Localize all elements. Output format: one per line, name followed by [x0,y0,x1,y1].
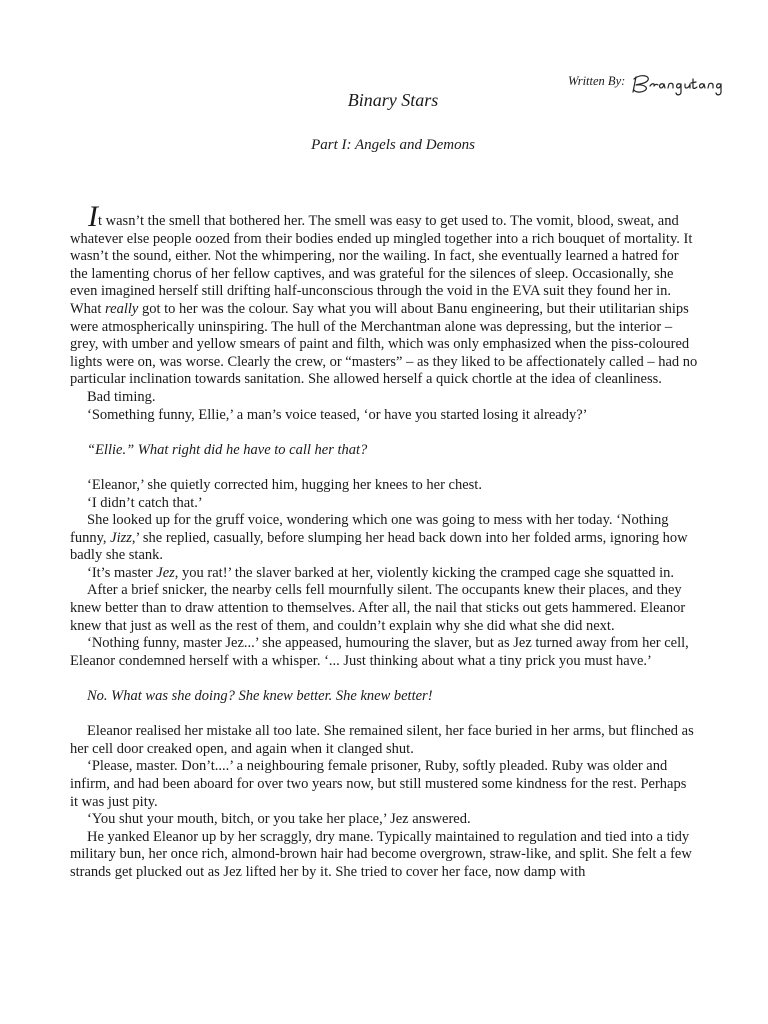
byline-label: Written By: [568,74,626,88]
paragraph: She looked up for the gruff voice, wondering which one was going to mess with her today. ‘Nothing funny, Jizz,’ she replied, casually, before slumping her head back down into her folded arms, ignoring how badly she stank. [70,512,688,564]
paragraph: ‘Please, master. Don’t....’ a neighbouring female prisoner, Ruby, softly pleaded. Ruby was older and infirm, and had been aboard for over two years now, but still mustered some kindness for the rest. Perhaps it was just pity. [70,758,687,810]
drop-cap: I [88,200,98,233]
paragraph: Eleanor realised her mistake all too late. She remained silent, her face buried in her arms, but flinched as her cell door creaked open, and again when it clanged shut. [70,723,694,757]
paragraph: He yanked Eleanor up by her scraggly, dry mane. Typically maintained to regulation and tied into a tidy military bun, her once rich, almond-brown hair had become overgrown, straw-like, and split. She felt a few strands get plucked out as Jez lifted her by it. She tried to cover her face, now damp with [70,828,692,880]
paragraph: After a brief snicker, the nearby cells fell mournfully silent. The occupants knew their places, and they knew better than to draw attention to themselves. After all, the nail that sticks out gets hammered. Eleanor knew that just as well as the rest of them, and couldn’t explain why she did what she did next. [70,582,686,634]
paragraph: ‘I didn’t catch that.’ [87,494,203,511]
paragraph: ‘Something funny, Ellie,’ a man’s voice teased, ‘or have you started losing it already?’ [87,406,588,423]
story-body [70,200,698,882]
paragraph: ‘Eleanor,’ she quietly corrected him, hugging her knees to her chest. [87,476,482,493]
paragraph: It wasn’t the smell that bothered her. The smell was easy to get used to. The vomit, blood, sweat, and whatever else people oozed from their bodies ended up mingled together into a rich bouquet of mortality. It wasn’t the sound, either. Not the whimpering, nor the wailing. In fact, she eventually learned a hatred for the lamenting chorus of her fellow captives, and was grateful for the silences of sleep. Occasionally, she even imagined herself still drifting half-unconscious through the void in the EVA suit they found her in. What really got to her was the colour. Say what you will about Banu engineering, but their utilitarian ships were atmospherically uninspiring. The hull of the Merchantman alone was depressing, but the interior – grey, with umber and yellow smears of paint and filth, which was only emphasized when the piss-coloured lights were on, was worse. Clearly the crew, or “masters” – as they liked to be affectionately called – had no particular inclination towards sanitation. She allowed herself a quick chortle at the idea of cleanliness. [70,200,698,388]
inner-thought: “Ellie.” What right did he have to call her that? [87,441,368,458]
paragraph: ‘It’s master Jez, you rat!’ the slaver barked at her, violently kicking the cramped cage she squatted in. [87,564,674,581]
paragraph: ‘Nothing funny, master Jez...’ she appeased, humouring the slaver, but as Jez turned away from her cell, Eleanor condemned herself with a whisper. ‘... Just thinking about what a tiny prick you must have.’ [70,635,689,669]
paragraph: Bad timing. [87,388,156,405]
inner-thought: No. What was she doing? She knew better. She knew better! [87,688,433,705]
part-subtitle: Part I: Angels and Demons [311,137,475,153]
paragraph: ‘You shut your mouth, bitch, or you take her place,’ Jez answered. [87,811,471,828]
story-title: Binary Stars [347,90,439,110]
